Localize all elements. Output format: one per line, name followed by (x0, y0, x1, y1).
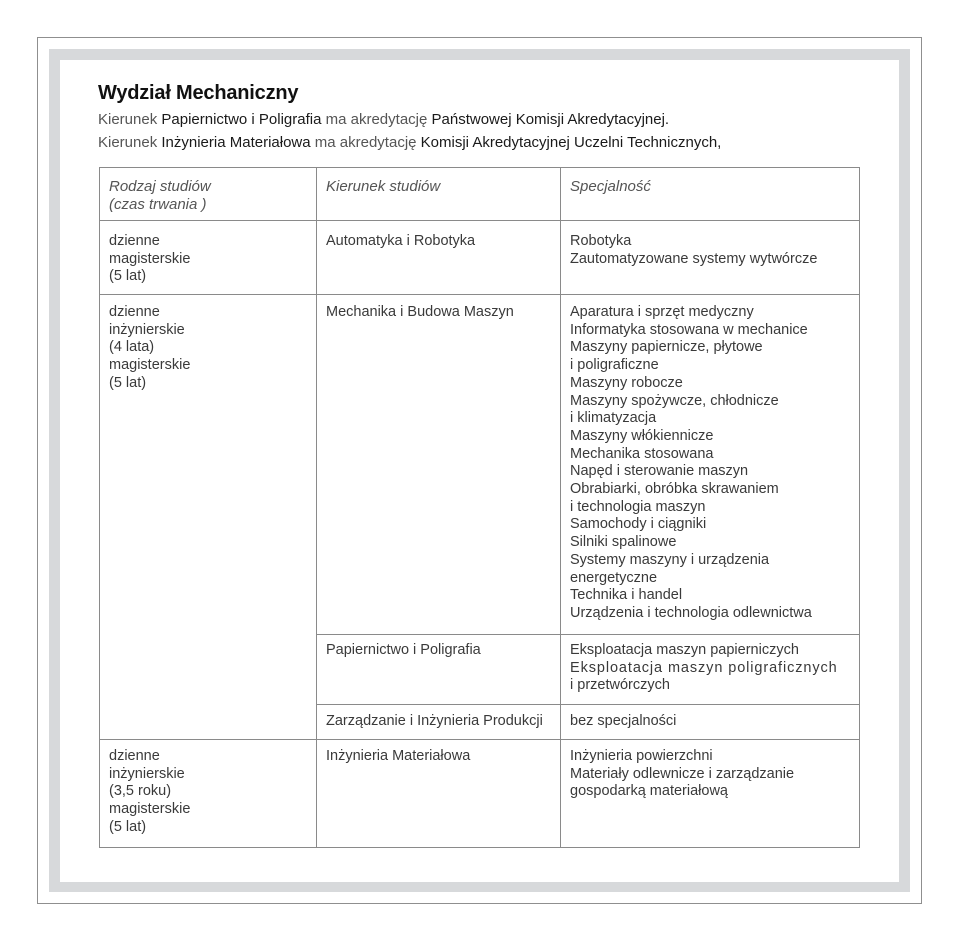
specialization-item: Eksploatacja maszyn papierniczych (570, 642, 799, 658)
specializations-list (570, 642, 838, 695)
specializations-list (570, 713, 676, 731)
accreditation-prefix: Kierunek (98, 111, 162, 128)
accreditation-line-2 (98, 134, 721, 151)
header-divider (99, 220, 860, 221)
study-type-line: dzienne (109, 304, 160, 320)
row-divider (99, 739, 860, 740)
specialization-item: Robotyka (570, 233, 632, 249)
field-name: Papiernictwo i Poligrafia (326, 642, 481, 658)
specialization-item: Urządzenia i technologia odlewnictwa (570, 604, 812, 621)
study-type-line: (5 lat) (109, 818, 147, 835)
study-type-cell (109, 233, 190, 286)
specialization-item: Maszyny spożywcze, chłodnicze (570, 392, 779, 409)
header-study-type-line: Rodzaj studiów (109, 178, 211, 195)
header-study-type (109, 178, 211, 213)
study-type-line: (5 lat) (109, 374, 147, 391)
column-divider (560, 167, 561, 848)
row-divider (99, 294, 860, 295)
row-divider (316, 704, 860, 705)
study-type-line: (5 lat) (109, 268, 147, 285)
specialization-item: Eksploatacja maszyn poligraficznych (570, 659, 838, 676)
accreditation-prefix: Kierunek (98, 134, 162, 151)
study-type-line: dzienne (109, 748, 160, 764)
study-type-line: magisterskie (109, 250, 191, 267)
specialization-item: Materiały odlewnicze i zarządzanie (570, 765, 795, 782)
accreditation-body: Państwowej Komisji Akredytacyjnej. (431, 111, 670, 128)
study-type-cell (109, 748, 190, 837)
specializations-list (570, 233, 817, 268)
specialization-item: Maszyny papiernicze, płytowe (570, 339, 763, 356)
specialization-item: Maszyny robocze (570, 374, 683, 391)
accreditation-mid: ma akredytację (321, 111, 432, 128)
specialization-item: i klimatyzacja (570, 410, 657, 427)
accreditation-line-1 (98, 111, 669, 128)
page-title: Wydział Mechaniczny (98, 82, 299, 104)
specializations-list (570, 304, 812, 623)
study-type-cell (109, 304, 190, 393)
specialization-item: Zautomatyzowane systemy wytwórcze (570, 250, 818, 267)
column-divider (316, 167, 317, 848)
specialization-item: Informatyka stosowana w mechanice (570, 321, 808, 338)
field-name: Inżynieria Materiałowa (326, 748, 471, 764)
field-name: Mechanika i Budowa Maszyn (326, 304, 514, 320)
row-divider (316, 634, 860, 635)
specialization-item: Silniki spalinowe (570, 534, 677, 551)
specializations-list (570, 748, 794, 801)
header-duration-line: (czas trwania ) (109, 195, 207, 213)
field-name: Zarządzanie i Inżynieria Produkcji (326, 713, 543, 729)
specialization-item: Samochody i ciągniki (570, 516, 707, 533)
field-name: Automatyka i Robotyka (326, 233, 476, 249)
specialization-item: i poligraficzne (570, 357, 659, 374)
accreditation-mid: ma akredytację (310, 134, 421, 151)
study-type-line: dzienne (109, 233, 160, 249)
study-type-line: inżynierskie (109, 321, 185, 338)
specialization-item: Technika i handel (570, 587, 683, 604)
specialization-item: Obrabiarki, obróbka skrawaniem (570, 481, 779, 498)
accreditation-body: Komisji Akredytacyjnej Uczelni Technicznych, (420, 134, 722, 151)
specialization-item: bez specjalności (570, 713, 677, 729)
specialization-item: i przetwórczych (570, 677, 670, 694)
specialization-item: Systemy maszyny i urządzenia (570, 551, 770, 568)
specialization-item: Mechanika stosowana (570, 445, 714, 462)
study-type-line: magisterskie (109, 357, 191, 374)
specialization-item: gospodarką materiałową (570, 783, 728, 800)
specialization-item: i technologia maszyn (570, 498, 706, 515)
specialization-item: Inżynieria powierzchni (570, 748, 713, 764)
accreditation-field: Papiernictwo i Poligrafia (161, 111, 322, 128)
header-field: Kierunek studiów (326, 178, 441, 195)
specialization-item: Aparatura i sprzęt medyczny (570, 304, 754, 320)
study-type-line: inżynierskie (109, 765, 185, 782)
header-specialization: Specjalność (570, 178, 651, 195)
specialization-item: Napęd i sterowanie maszyn (570, 463, 749, 480)
study-type-line: magisterskie (109, 801, 191, 818)
specialization-item: energetyczne (570, 569, 658, 586)
accreditation-field: Inżynieria Materiałowa (161, 134, 311, 151)
specialization-item: Maszyny włókiennicze (570, 427, 714, 444)
study-type-line: (3,5 roku) (109, 783, 172, 800)
study-type-line: (4 lata) (109, 339, 155, 356)
